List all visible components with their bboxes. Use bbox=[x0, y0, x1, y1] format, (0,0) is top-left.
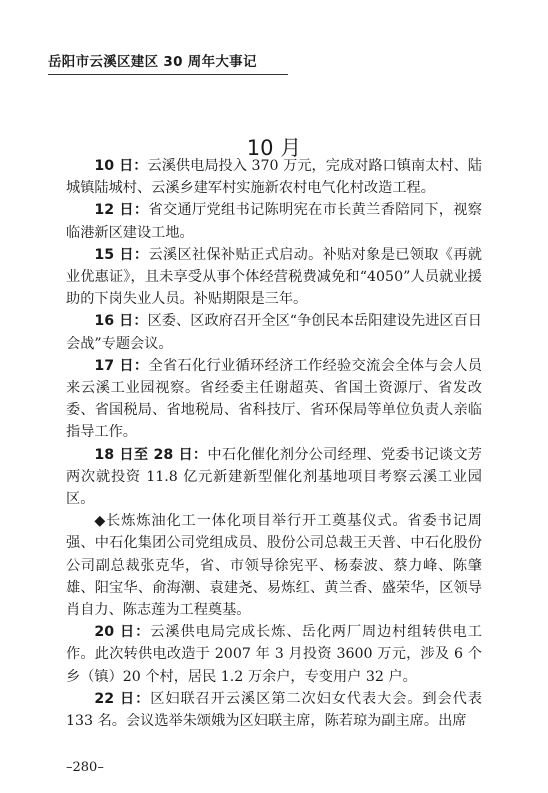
entry-date: 15 日： bbox=[94, 246, 149, 263]
page-number: –280– bbox=[66, 760, 104, 775]
entry bbox=[66, 355, 482, 444]
section-title: 10 月 bbox=[246, 136, 302, 161]
entry-date: 18 日至 28 日： bbox=[94, 446, 208, 463]
entry-date: 16 日： bbox=[94, 313, 148, 330]
entry-text: ◆长炼炼油化工一体化项目举行开工奠基仪式。省委书记周强、中石化集团公司党组成员、股份公司总裁王天普、中石化股份公司副总裁张克华，省、市领导徐宪平、杨泰波、蔡力峰、陈肇雄、阳宝华、俞海潮、袁建尧、易炼红、黄兰香、盛荣华，区领导肖自力、陈志莲为工程奠基。 bbox=[66, 513, 482, 619]
entry bbox=[66, 155, 482, 199]
entry bbox=[66, 621, 482, 688]
entry-date: 22 日： bbox=[94, 690, 151, 707]
entry-text: 全省石化行业循环经济工作经验交流会全体与会人员来云溪工业园视察。省经委主任谢超英、省国土资源厅、省发改委、省国税局、省地税局、省科技厅、省环保局等单位负责人亲临指导工作。 bbox=[66, 357, 482, 441]
entry-text: 区妇联召开云溪区第二次妇女代表大会。到会代表 133 名。会议选举朱颂娥为区妇联主席，陈若琼为副主席。出席 bbox=[66, 690, 482, 730]
entry-date: 12 日： bbox=[94, 202, 149, 219]
entry-date: 10 日： bbox=[94, 158, 148, 174]
entry bbox=[66, 199, 482, 243]
entry-list bbox=[66, 155, 482, 732]
entry-date: 20 日： bbox=[94, 624, 151, 641]
header-divider bbox=[48, 74, 288, 75]
entry bbox=[66, 310, 482, 354]
entry-text: 云溪供电局投入 370 万元，完成对路口镇南太村、陆城镇陆城村、云溪乡建军村实施新农村电气化村改造工程。 bbox=[66, 158, 482, 197]
entry-text: 区委、区政府召开全区“争创民本岳阳建设先进区百日会战”专题会议。 bbox=[66, 313, 482, 352]
running-header: 岳阳市云溪区建区 30 周年大事记 bbox=[48, 54, 257, 70]
entry-date: 17 日： bbox=[94, 357, 149, 374]
entry-text: 中石化催化剂分公司经理、党委书记谈文芳两次就投资 11.8 亿元新建新型催化剂基地项目考察云溪工业园区。 bbox=[66, 446, 482, 508]
entry-text: 省交通厅党组书记陈明宪在市长黄兰香陪同下，视察临港新区建设工地。 bbox=[66, 202, 482, 241]
entry bbox=[66, 444, 482, 511]
entry-text: 云溪区社保补贴正式启动。补贴对象是已领取《再就业优惠证》，且未享受从事个体经营税费减免和“4050”人员就业援助的下岗失业人员。补贴期限是三年。 bbox=[66, 246, 482, 308]
entry-text: 云溪供电局完成长炼、岳化两厂周边村组转供电工作。此次转供电改造于 2007 年 3 月投资 3600 万元，涉及 6 个乡（镇）20 个村，居民 1.2 万余户，专变用户 32 户。 bbox=[66, 624, 482, 685]
entry bbox=[66, 510, 482, 621]
entry bbox=[66, 244, 482, 311]
entry bbox=[66, 688, 482, 732]
